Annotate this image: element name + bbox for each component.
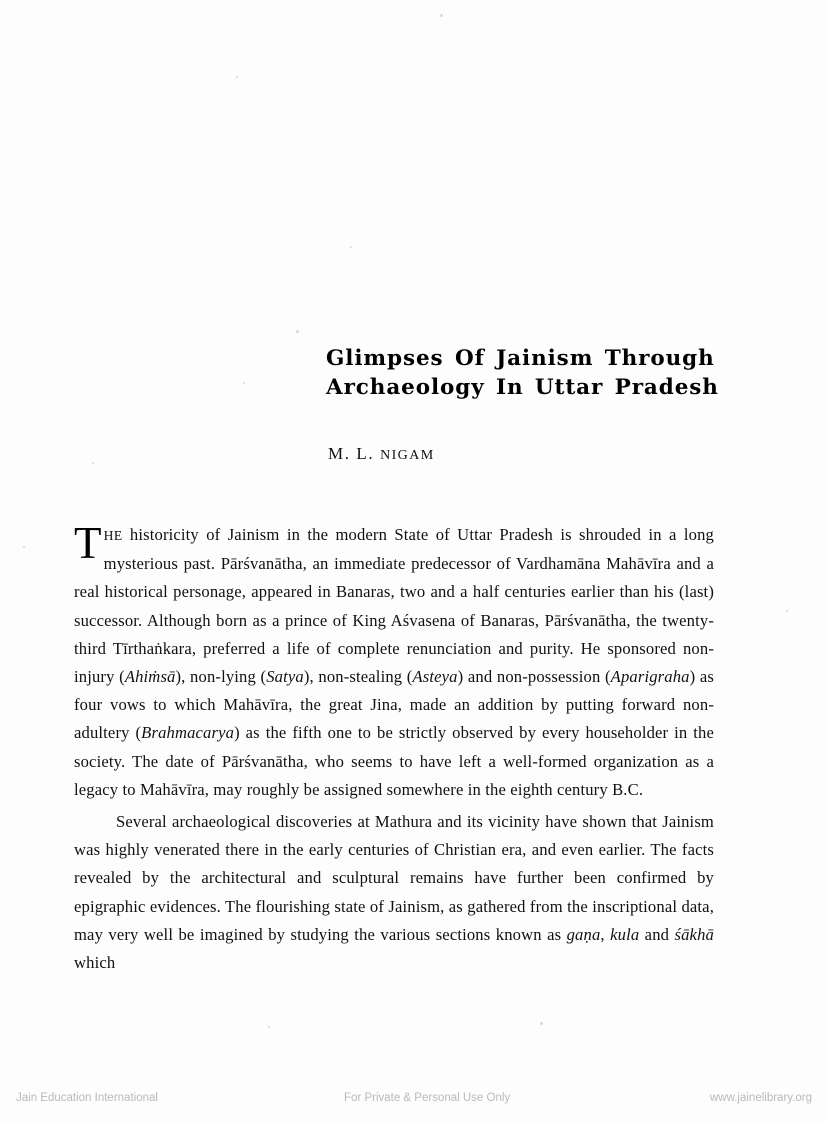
page-title-line-2: Archaeology In Uttar Pradesh bbox=[326, 375, 719, 400]
footer-left-text: Jain Education International bbox=[16, 1092, 158, 1104]
title-block bbox=[326, 344, 719, 402]
term-asteya: Asteya bbox=[412, 667, 458, 687]
paragraph-1-segment-4: ) and non-possession ( bbox=[457, 667, 611, 687]
scan-speck bbox=[23, 546, 25, 548]
term-satya: Satya bbox=[266, 667, 304, 687]
paragraph-1 bbox=[74, 518, 714, 804]
scan-speck bbox=[350, 246, 352, 248]
scan-speck bbox=[786, 610, 788, 612]
author-initials: M. L. bbox=[328, 444, 381, 463]
term-brahmacarya: Brahmacarya bbox=[141, 723, 235, 743]
page-footer bbox=[0, 1090, 828, 1110]
body-column bbox=[74, 518, 714, 977]
paragraph-2-segment-4: which bbox=[74, 953, 116, 973]
page-title bbox=[326, 344, 719, 402]
scan-speck bbox=[92, 462, 94, 464]
term-sakha: śākhā bbox=[674, 924, 714, 944]
paragraph-1-segment-1: historicity of Jainism in the modern State of Uttar Pradesh is shrouded in a long mysterious past. Pārśvanātha, an immediate predecessor of Vardhamāna Mahāvīra and a real historical personage, appeared in Banaras, two and a half centuries earlier than his (last) successor. Although born as a prince of King Aśvasena of Banaras, Pārśvanātha, the twenty-third Tīrthaṅkara, preferred a life of complete renunciation and purity. He sponsored non-injury ( bbox=[74, 525, 714, 687]
drop-cap: T bbox=[74, 518, 102, 568]
paragraph-1-segment-6: ) as the fifth one to be strictly observed by every householder in the society. The date of Pārśvanātha, who seems to have left a well-formed organization as a legacy to Mahāvīra, may roughly be assigned somewhere in the eighth century B.C. bbox=[74, 723, 714, 799]
scan-speck bbox=[296, 330, 299, 333]
paragraph-2 bbox=[74, 808, 714, 977]
author-surname: NIGAM bbox=[380, 448, 435, 463]
paragraph-2-segment-3: and bbox=[639, 924, 675, 944]
author-byline bbox=[328, 444, 435, 464]
footer-right-link[interactable]: www.jainelibrary.org bbox=[709, 1092, 812, 1104]
term-ahimsa: Ahiṁsā bbox=[124, 667, 176, 687]
scan-speck bbox=[236, 76, 238, 78]
paragraph-1-smallcaps: HE bbox=[103, 528, 123, 543]
term-gana: gaṇa bbox=[566, 924, 601, 944]
paragraph-2-segment-2: , bbox=[600, 924, 611, 944]
term-kula: kula bbox=[610, 924, 640, 944]
scan-speck bbox=[268, 1026, 270, 1028]
paragraph-2-segment-1: Several archaeological discoveries at Mathura and its vicinity have shown that Jainism was highly venerated there in the early centuries of Christian era, and even earlier. The facts revealed by the architectural and sculptural remains have further been confirmed by epigraphic evidences. The flourishing state of Jainism, as gathered from the inscriptional data, may very well be imagined by studying the various sections known as bbox=[74, 812, 714, 944]
paragraph-1-segment-2: ), non-lying ( bbox=[175, 667, 267, 687]
scan-speck bbox=[243, 382, 245, 384]
scan-speck bbox=[540, 1022, 543, 1025]
footer-center-text: For Private & Personal Use Only bbox=[344, 1092, 511, 1104]
term-aparigraha: Aparigraha bbox=[610, 667, 690, 687]
scan-speck bbox=[440, 14, 443, 17]
paragraph-1-segment-5: ) as four vows to which Mahāvīra, the great Jina, made an addition by putting forward non-adultery ( bbox=[74, 667, 714, 743]
page-title-line-1: Glimpses Of Jainism Through bbox=[326, 346, 715, 371]
paragraph-1-segment-3: ), non-stealing ( bbox=[303, 667, 413, 687]
